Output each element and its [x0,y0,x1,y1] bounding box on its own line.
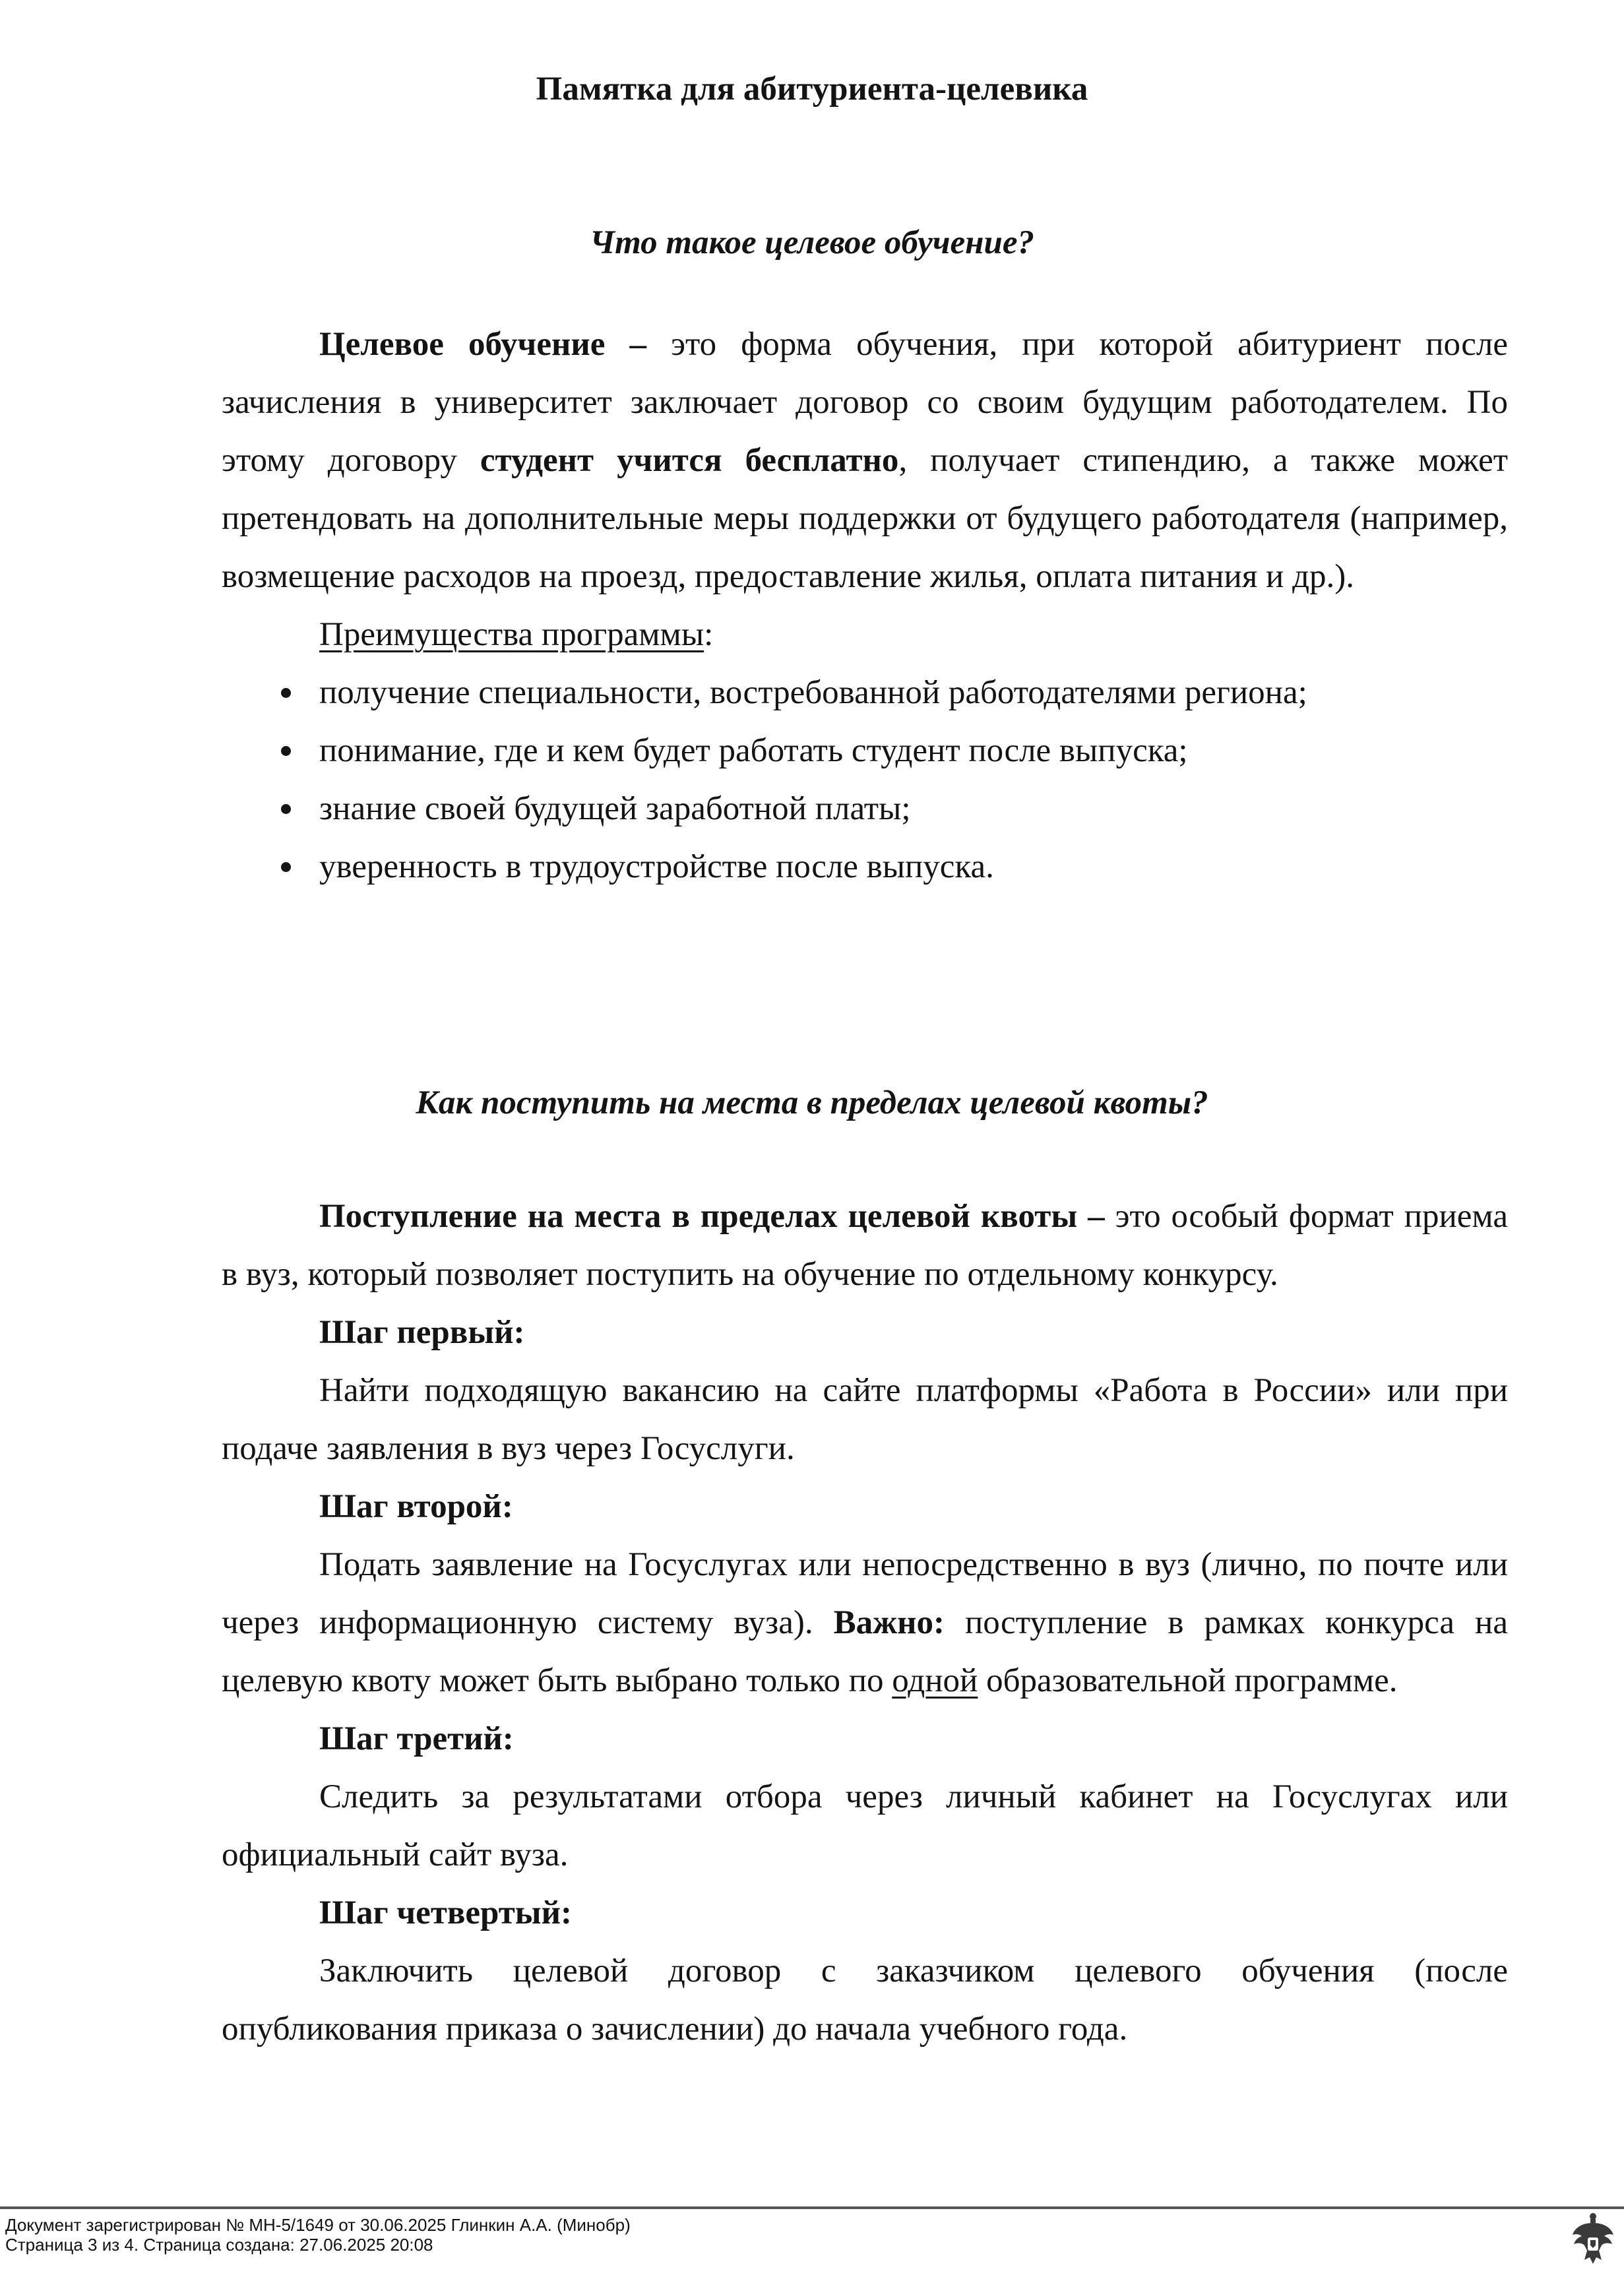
quota-definition-paragraph [222,1187,1508,1303]
advantage-text: уверенность в трудоустройстве после выпуска. [319,848,994,885]
footer-registration-info [5,2215,631,2255]
step-2-paragraph [222,1536,1508,1710]
underlined-word: одной [892,1662,978,1699]
footer-divider [0,2206,1624,2209]
definition-text-a: это форма обучения, при которой абитуриент после зачисления в университет заключает договор со своим будущим работодателем. По этому договору [222,326,1508,479]
russian-coat-of-arms-emblem-icon [1570,2211,1616,2266]
important-label: Важно: [833,1604,945,1641]
step-4-text: Заключить целевой договор с заказчиком целевого обучения (после опубликования приказа о зачислении) до начала учебного года. [222,1953,1508,2047]
definition-text-b: , получает стипендию, а также может претендовать на дополнительные меры поддержки от будущего работодателя (например, возмещение расходов на проезд, предоставление жилья, оплата питания и др.). [222,442,1509,595]
quota-definition-text: это особый формат приема в вуз, который позволяет поступить на обучение по отдельному конкурсу. [222,1198,1508,1293]
section-heading-how-to-apply: Как поступить на места в пределах целевой квоты? [416,1084,1208,1121]
advantage-text: получение специальности, востребованной работодателями региона; [319,674,1307,711]
advantages-list [222,664,1508,896]
step-3-text: Следить за результатами отбора через личный кабинет на Госуслугах или официальный сайт вуза. [222,1778,1508,1873]
footer-page-info-line: Страница 3 из 4. Страница создана: 27.06.2025 20:08 [5,2235,433,2255]
bullet-icon [281,688,291,698]
bullet-icon [281,862,291,872]
step-2-text-a: Подать заявление на Госуслугах или непосредственно в вуз (лично, по почте или через информационную систему вуза). [222,1546,1508,1641]
list-item [222,664,1508,722]
list-item [222,838,1508,896]
advantage-text: знание своей будущей заработной платы; [319,790,911,827]
step-3-title: Шаг третий: [319,1720,514,1757]
definition-paragraph [222,315,1508,606]
step-2-text-c: образовательной программе. [978,1662,1398,1699]
step-1-title: Шаг первый: [319,1314,525,1351]
step-1-text: Найти подходящую вакансию на сайте платформы «Работа в России» или при подаче заявления в вуз через Госуслуги. [222,1372,1508,1467]
section-body-targeted-training [222,315,1508,896]
step-2-text-b: поступление в рамках конкурса на целевую квоту может быть выбрано только по [222,1604,1508,1699]
list-item [222,722,1508,780]
step-4-title: Шаг четвертый: [319,1894,572,1931]
advantages-label: Преимущества программы [319,616,704,653]
bullet-icon [281,746,291,756]
section-body-how-to-apply [222,1187,1508,2058]
definition-bold-phrase: студент учится бесплатно [480,442,899,479]
footer-registration-line: Документ зарегистрирован № МН-5/1649 от 30.06.2025 Глинкин А.А. (Минобр) [5,2215,631,2235]
quota-definition-term: Поступление на места в пределах целевой квоты – [319,1198,1105,1235]
advantage-text: понимание, где и кем будет работать студент после выпуска; [319,732,1188,769]
list-item [222,780,1508,838]
document-title: Памятка для абитуриента-целевика [536,71,1088,108]
advantages-colon: : [704,616,714,653]
section-heading-what-is-targeted-training: Что такое целевое обучение? [589,224,1035,261]
bullet-icon [281,804,291,814]
definition-term: Целевое обучение – [319,326,646,363]
advantages-label-line [222,606,1508,664]
step-2-title: Шаг второй: [319,1488,513,1525]
